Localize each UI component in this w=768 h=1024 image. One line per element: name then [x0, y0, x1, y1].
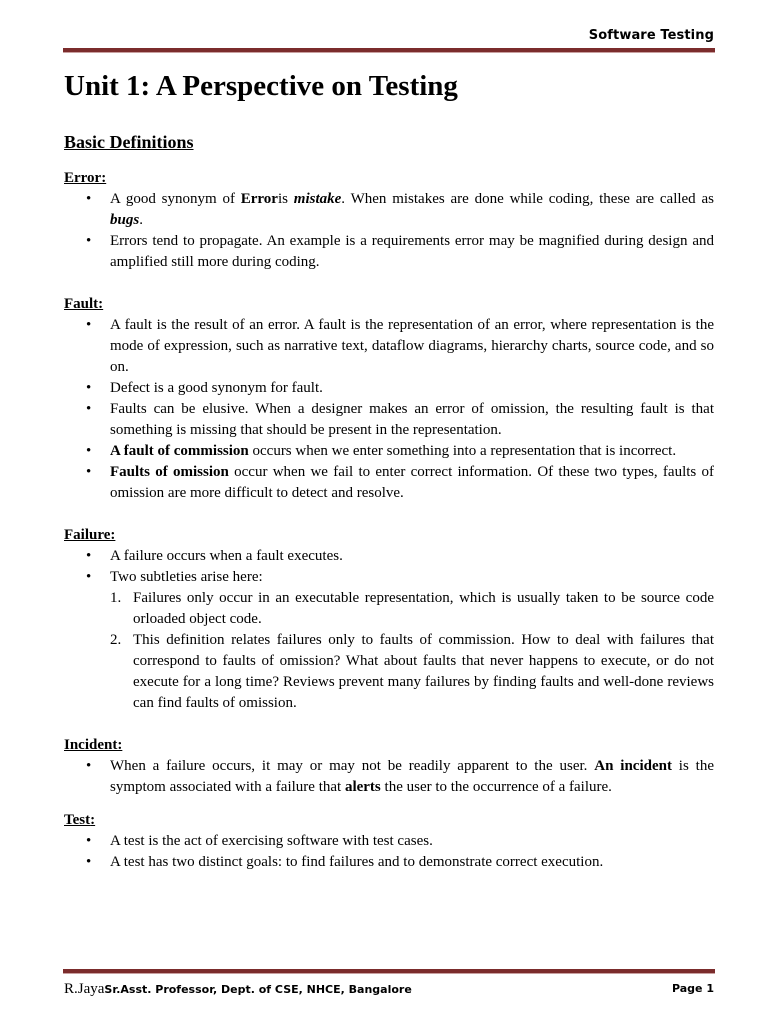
failure-list — [64, 546, 714, 588]
page-title: Unit 1: A Perspective on Testing — [64, 70, 458, 102]
footer-author: R.Jaya — [64, 981, 105, 997]
bullet-icon: • — [86, 758, 92, 774]
document-body — [64, 66, 714, 873]
numbered-item: 2. This definition relates failures only to faults of commission. How to deal with failures that correspond to faults of omission? What about faults that never happens to execute, or do not execute for a long time? Reviews prevent many failures by finding faults and well-done reviews can find faults of omission. — [110, 632, 714, 711]
list-item: • A test has two distinct goals: to find failures and to demonstrate correct execution. — [64, 852, 714, 873]
list-item: • A fault is the result of an error. A fault is the representation of an error, where representation is the mode of expression, such as narrative text, dataflow diagrams, hierarchy charts, source code, and so on. — [86, 317, 714, 375]
bullet-icon: • — [86, 569, 92, 585]
bullet-icon: • — [86, 191, 92, 207]
fault-label: Fault: — [64, 296, 104, 312]
incident-list — [64, 756, 714, 798]
incident-label: Incident: — [64, 737, 123, 753]
test-list — [64, 831, 714, 873]
list-item: • When a failure occurs, it may or may not be readily apparent to the user. An incident is the symptom associated with a failure that alerts the user to the occurrence of a failure. — [86, 758, 714, 795]
footer-rule — [63, 969, 715, 974]
error-label: Error: — [64, 170, 107, 186]
list-item: • Defect is a good synonym for fault. — [64, 378, 714, 399]
list-item: • Faults of omission occur when we fail to enter correct information. Of these two types, faults of omission are more difficult to detect and resolve. — [86, 464, 714, 501]
list-item: • A good synonym of Erroris mistake. When mistakes are done while coding, these are called as bugs. — [86, 191, 714, 228]
footer-role: Sr.Asst. Professor, Dept. of CSE, NHCE, Bangalore — [104, 983, 412, 996]
fault-list — [64, 315, 714, 504]
list-item: • Two subtleties arise here: — [64, 567, 714, 588]
bullet-icon: • — [86, 464, 92, 480]
section-heading: Basic Definitions — [64, 132, 194, 152]
error-list — [64, 189, 714, 273]
bullet-icon: • — [86, 443, 92, 459]
list-item: • A failure occurs when a fault executes. — [64, 546, 714, 567]
header-rule — [63, 48, 715, 53]
bullet-icon: • — [86, 548, 92, 564]
failure-numbered-list — [64, 588, 714, 714]
page-number: Page 1 — [671, 982, 714, 995]
bullet-icon: • — [86, 854, 92, 870]
list-item: • Errors tend to propagate. An example is a requirements error may be magnified during design and amplified still more during coding. — [86, 233, 714, 270]
test-label: Test: — [64, 812, 96, 828]
page-footer — [64, 980, 714, 1000]
failure-label: Failure: — [64, 527, 116, 543]
list-item: • A test is the act of exercising software with test cases. — [64, 831, 714, 852]
bullet-icon: • — [86, 833, 92, 849]
bullet-icon: • — [86, 380, 92, 396]
bullet-icon: • — [86, 233, 92, 249]
list-item: • A fault of commission occurs when we enter something into a representation that is incorrect. — [64, 441, 714, 462]
bullet-icon: • — [86, 317, 92, 333]
running-header: Software Testing — [588, 28, 714, 43]
list-item: • Faults can be elusive. When a designer makes an error of omission, the resulting fault is that something is missing that should be present in the representation. — [86, 401, 714, 438]
bullet-icon: • — [86, 401, 92, 417]
numbered-item: 1. Failures only occur in an executable representation, which is usually taken to be source code orloaded object code. — [110, 590, 714, 627]
